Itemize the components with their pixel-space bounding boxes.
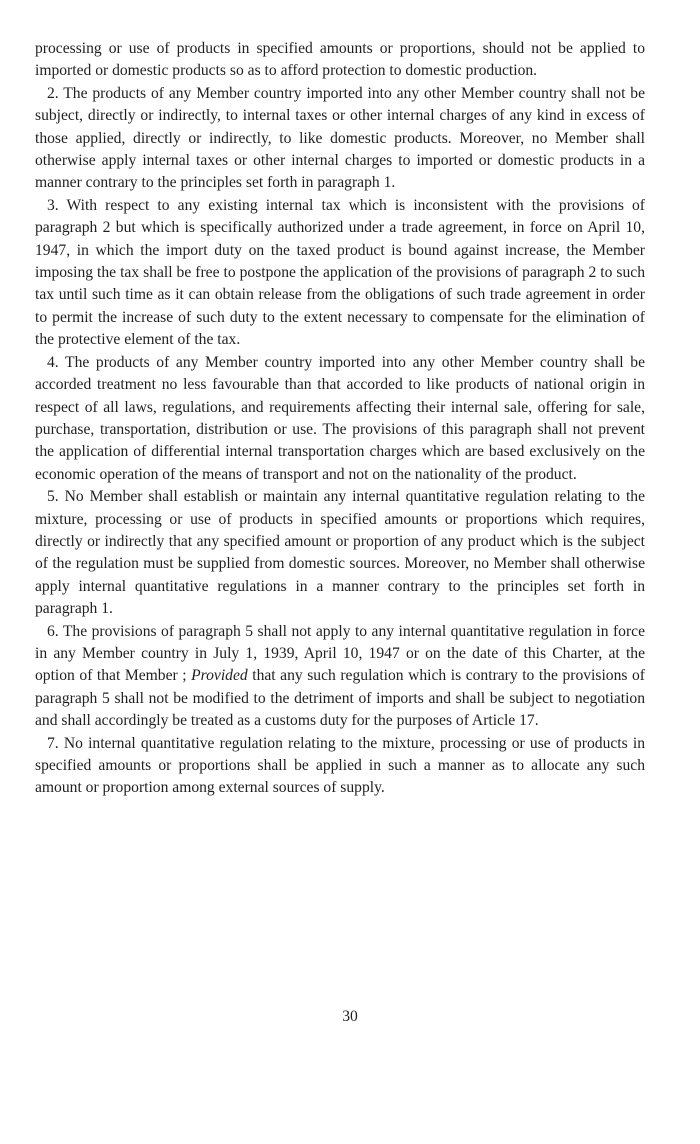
paragraph-continuation: processing or use of products in specified amounts or proportions, should not be applied to imported or domestic products so as to afford protection to domestic production.	[35, 40, 645, 80]
paragraph-4: 4. The products of any Member country imported into any other Member country shall be accorded treatment no less favourable than that accorded to like products of national origin in respect of all laws, regulations, and requirements affecting their internal sale, offering for sale, purchase, transportation, distribution or use. The provisions of this paragraph shall not prevent the application of differential internal transportation charges which are based exclusively on the economic operation of the means of transport and not on the nationality of the product.	[35, 353, 645, 483]
paragraph-7: 7. No internal quantitative regulation relating to the mixture, processing or use of products in specified amounts or proportions shall be applied in such a manner as to allocate any such amount or proportion among external sources of supply.	[35, 734, 645, 797]
paragraph-6-text-after: that any such regulation which is contrary to the provisions of paragraph 5 shall not be modified to the detriment of imports and shall be subject to negotiation and shall accordingly be treated as a customs duty for the purposes of Article 17.	[35, 667, 645, 730]
paragraph-3: 3. With respect to any existing internal tax which is inconsistent with the provisions of paragraph 2 but which is specifically authorized under a trade agreement, in force on April 10, 1947, in which the import duty on the taxed product is bound against increase, the Member imposing the tax shall be free to postpone the application of the provisions of paragraph 2 to such tax until such time as it can obtain release from the obligations of such trade agreement in order to permit the increase of such duty to the extent necessary to compensate for the elimination of the protective element of the tax.	[35, 196, 645, 349]
paragraph-5: 5. No Member shall establish or maintain any internal quantitative regulation relating to the mixture, processing or use of products in specified amounts or proportions which requires, directly or indirectly that any specified amount or proportion of any product which is the subject of the regulation must be supplied from domestic sources. Moreover, no Member shall otherwise apply internal quantitative regulations in a manner contrary to the principles set forth in paragraph 1.	[35, 488, 645, 618]
document-page	[35, 38, 645, 800]
paragraph-2: 2. The products of any Member country imported into any other Member country shall not be subject, directly or indirectly, to internal taxes or other internal charges of any kind in excess of those applied, directly or indirectly, to like domestic products. Moreover, no Member shall otherwise apply internal taxes or other internal charges to imported or domestic products in a manner contrary to the principles set forth in paragraph 1.	[35, 84, 645, 192]
paragraph-6-text-before: 6. The provisions of paragraph 5 shall not apply to any internal quantitative regulation in force in any Member country in July 1, 1939, April 10, 1947 or on the date of this Charter, at the option of that Member ;	[35, 622, 645, 685]
paragraph-6-provided-italic: Provided	[191, 667, 248, 685]
paragraph-6	[35, 621, 645, 733]
page-number: 30	[342, 1008, 358, 1025]
